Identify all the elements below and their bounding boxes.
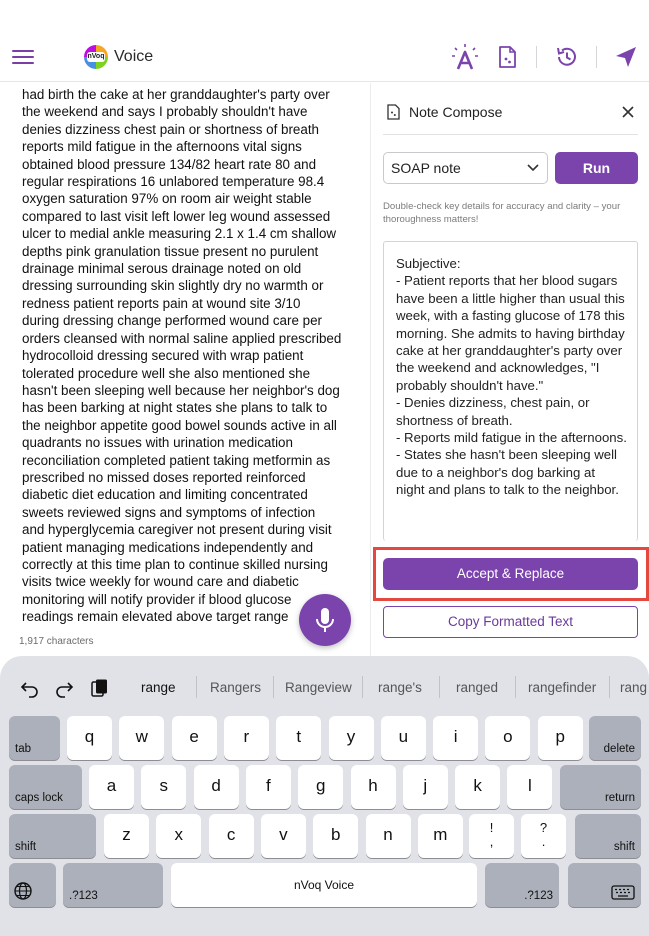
letter-key[interactable]: l xyxy=(507,765,552,809)
editor-line: oxygen saturation 97% on room air weight stable xyxy=(22,191,312,207)
editor-line: has been barking at night states she plans to talk to xyxy=(22,400,328,416)
letter-key[interactable]: a xyxy=(89,765,134,809)
question-period-key[interactable] xyxy=(521,814,566,858)
letter-key[interactable]: p xyxy=(538,716,583,760)
editor-line: correctly at this time plan to continue skilled nursing xyxy=(22,556,328,572)
letter-key[interactable]: h xyxy=(351,765,396,809)
editor-line: readings remain elevated above target range xyxy=(22,609,289,625)
logo-text: nVoq xyxy=(87,53,105,60)
editor-line: orders cleansed with normal saline applied prescribed xyxy=(22,330,342,346)
accuracy-hint: Double-check key details for accuracy and clarity – your thoroughness matters! xyxy=(383,201,621,225)
editor-line: tolerated procedure well she also mentioned she xyxy=(22,365,311,381)
suggestion-separator xyxy=(196,676,197,698)
letter-key[interactable]: v xyxy=(261,814,306,858)
run-button[interactable]: Run xyxy=(555,152,638,184)
space-bar-label: nVoq Voice xyxy=(293,878,355,892)
letter-key[interactable]: r xyxy=(224,716,269,760)
generated-note[interactable]: Subjective: - Patient reports that her blood sugars have been a little higher than usual this week, with a fasting glucose of 178 this morning. She admits to having birthday cake at her granddaughter's party over the weekend and acknowledges, "I probably shouldn't have." - Denies dizziness, chest pain, or shortness of breath. - Reports mild fatigue in the afternoons. - States she hasn't been sleeping well due to a neighbor's dog barking at night and plans to talk to the neighbor. xyxy=(383,241,638,541)
app-title: Voice xyxy=(114,48,154,65)
letter-key[interactable]: m xyxy=(418,814,463,858)
text-format-icon[interactable] xyxy=(452,44,478,70)
editor-line: had birth the cake at her granddaughter's party over xyxy=(22,87,330,102)
suggestion[interactable]: rangefinder xyxy=(528,680,597,695)
suggestion-separator xyxy=(609,676,610,698)
history-icon[interactable] xyxy=(554,44,580,70)
editor-line: the neighbor appetite good bowel sounds active in all xyxy=(22,417,337,433)
menu-icon[interactable] xyxy=(12,50,34,64)
note-type-value: SOAP note xyxy=(391,160,461,176)
header-separator xyxy=(536,46,537,68)
return-key-label: return xyxy=(604,792,635,804)
editor-line: patient managing medications independently and xyxy=(22,539,314,555)
paste-icon[interactable] xyxy=(89,678,109,698)
suggestion-separator xyxy=(273,676,274,698)
editor-line: hydrocolloid dressing secured with wrap patient xyxy=(22,348,304,364)
numbers-key-right[interactable] xyxy=(485,863,559,907)
editor-line: reports mild fatigue in the afternoons vital signs xyxy=(22,139,302,155)
numbers-key-label: .?123 xyxy=(524,890,553,902)
question-label: ? xyxy=(539,820,548,835)
letter-key[interactable]: d xyxy=(194,765,239,809)
letter-key[interactable]: b xyxy=(313,814,358,858)
keyboard-icon xyxy=(611,885,635,901)
editor-line: reconciliation completed patient taking metformin as xyxy=(22,452,331,468)
editor-line: sweets reviewed signs and symptoms of infection xyxy=(22,504,316,520)
panel-divider xyxy=(383,134,638,135)
shift-key-left[interactable] xyxy=(9,814,96,858)
letter-key[interactable]: u xyxy=(381,716,426,760)
letter-key[interactable]: j xyxy=(403,765,448,809)
shift-key-label: shift xyxy=(15,841,37,853)
editor-line: and hyperglycemia caregiver not present during visit xyxy=(22,522,332,538)
letter-key[interactable]: i xyxy=(433,716,478,760)
redo-icon[interactable] xyxy=(54,678,74,698)
globe-key[interactable] xyxy=(9,863,56,907)
suggestion[interactable]: Rangeview xyxy=(285,680,352,695)
letter-key[interactable]: n xyxy=(366,814,411,858)
suggestion[interactable]: rang xyxy=(620,680,648,695)
suggestion-separator xyxy=(362,676,363,698)
period-label: . xyxy=(541,834,546,849)
editor-line: depths pink granulation tissue present no purulent xyxy=(22,243,319,259)
header-separator xyxy=(596,46,597,68)
microphone-button[interactable] xyxy=(299,594,351,646)
caps-lock-label: caps lock xyxy=(15,792,63,804)
letter-key[interactable]: c xyxy=(209,814,254,858)
editor-line: prescribed no missed doses reported reinforced xyxy=(22,469,306,485)
editor-line: during dressing change performed wound care per xyxy=(22,313,322,329)
letter-key[interactable]: w xyxy=(119,716,164,760)
document-icon[interactable] xyxy=(494,44,520,70)
editor-line: redness patient reports pain at wound site 3/10 xyxy=(22,295,301,311)
suggestion[interactable]: Rangers xyxy=(210,680,262,695)
character-count: 1,917 characters xyxy=(19,636,94,647)
letter-key[interactable]: e xyxy=(172,716,217,760)
editor-line: compared to last visit left lower leg wound assessed xyxy=(22,208,331,224)
suggestion-separator xyxy=(439,676,440,698)
note-type-select[interactable] xyxy=(383,152,548,184)
hide-keyboard-key[interactable] xyxy=(568,863,641,907)
editor-line: ulcer to medial ankle measuring 2.1 x 1.4 cm shallow xyxy=(22,226,337,242)
globe-icon xyxy=(13,881,33,901)
tab-key[interactable] xyxy=(9,716,60,760)
letter-key[interactable]: x xyxy=(156,814,201,858)
numbers-key-left[interactable] xyxy=(63,863,163,907)
note-compose-icon xyxy=(387,104,400,120)
return-key[interactable] xyxy=(560,765,641,809)
tab-key-label: tab xyxy=(15,743,31,755)
letter-key[interactable]: s xyxy=(141,765,186,809)
letter-key[interactable]: z xyxy=(104,814,149,858)
suggestion-separator xyxy=(515,676,516,698)
panel-title: Note Compose xyxy=(409,104,503,120)
editor-line: hasn't been sleeping well because her neighbor's dog xyxy=(22,382,340,398)
editor-line: quadrants no issues with urination medication xyxy=(22,435,293,451)
letter-key[interactable]: q xyxy=(67,716,112,760)
exclamation-label: ! xyxy=(489,820,494,835)
suggestion[interactable]: range's xyxy=(378,680,422,695)
editor-line: diabetic diet education and limiting concentrated xyxy=(22,487,308,503)
editor-line: dressing surrounding skin slightly dry no warmth or xyxy=(22,278,324,294)
shift-key-label: shift xyxy=(613,841,635,853)
letter-key[interactable]: g xyxy=(298,765,343,809)
letter-key[interactable]: f xyxy=(246,765,291,809)
undo-icon[interactable] xyxy=(20,678,40,698)
comma-label: , xyxy=(489,834,494,849)
letter-key[interactable]: o xyxy=(485,716,530,760)
letter-key[interactable]: k xyxy=(455,765,500,809)
space-bar[interactable] xyxy=(171,863,477,907)
delete-key[interactable] xyxy=(589,716,641,760)
letter-key[interactable]: t xyxy=(276,716,321,760)
suggestion[interactable]: ranged xyxy=(456,680,499,695)
accept-replace-button[interactable]: Accept & Replace xyxy=(383,558,638,590)
editor-line: drainage minimal serous drainage noted on old xyxy=(22,261,302,277)
editor-line: the weekend and says I probably shouldn't have xyxy=(22,104,308,120)
chevron-down-icon xyxy=(526,162,540,174)
exclamation-comma-key[interactable] xyxy=(469,814,514,858)
caps-lock-key[interactable] xyxy=(9,765,82,809)
numbers-key-label: .?123 xyxy=(69,890,98,902)
suggestion[interactable]: range xyxy=(141,680,176,695)
editor-line: obtained blood pressure 134/82 heart rate 80 and xyxy=(22,156,317,172)
top-bar xyxy=(0,0,649,82)
panel-divider xyxy=(370,83,371,657)
editor-line: monitoring will notify provider if blood glucose xyxy=(22,591,292,607)
copy-formatted-text-button[interactable]: Copy Formatted Text xyxy=(383,606,638,638)
editor-line: regular respirations 16 unlabored temperature 98.4 xyxy=(22,174,325,190)
dictation-editor[interactable] xyxy=(22,86,352,631)
editor-line: denies dizziness chest pain or shortness of breath xyxy=(22,121,319,137)
send-icon[interactable] xyxy=(613,44,639,70)
letter-key[interactable]: y xyxy=(329,716,374,760)
microphone-icon xyxy=(299,594,351,646)
delete-key-label: delete xyxy=(603,743,635,755)
close-icon[interactable] xyxy=(620,104,636,120)
nvoq-logo xyxy=(84,45,108,69)
shift-key-right[interactable] xyxy=(575,814,641,858)
editor-line: visits twice weekly for wound care and diabetic xyxy=(22,574,299,590)
